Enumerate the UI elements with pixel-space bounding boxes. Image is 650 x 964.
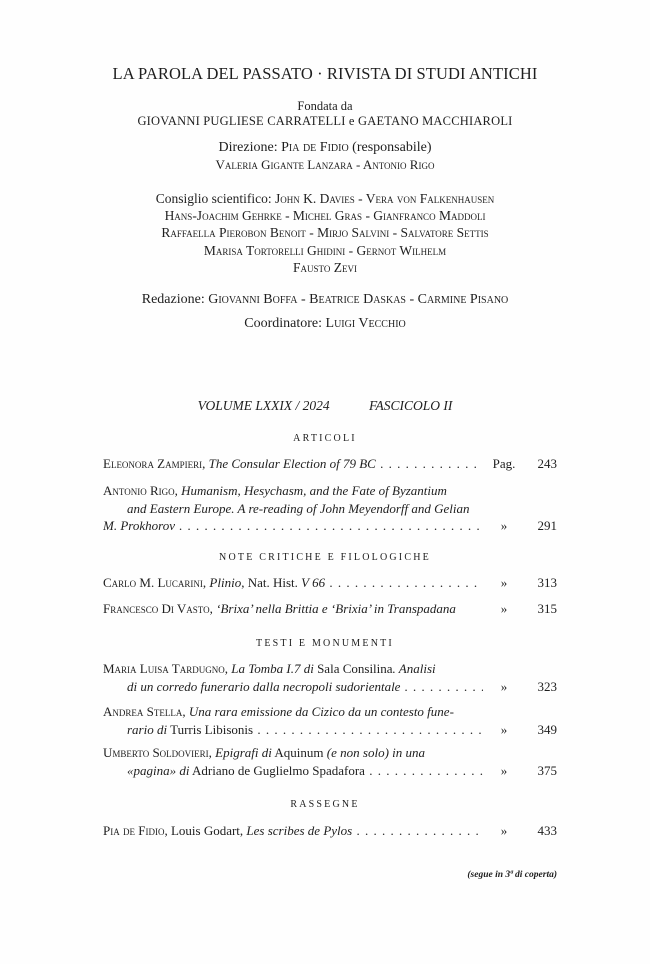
editorial-board	[0, 292, 650, 308]
page-label: »	[500, 762, 508, 778]
entry-title: La Tomba I.7 di	[231, 661, 314, 676]
page-number: 313	[537, 575, 557, 590]
page-number: 323	[537, 678, 557, 694]
page-number: 375	[537, 762, 557, 778]
entry-title-cont: and Eastern Europe. A re-reading of John Meyendorff and Gelian	[127, 500, 470, 516]
council-label: Consiglio scientifico:	[155, 191, 272, 206]
direction-label: Direzione:	[218, 140, 278, 155]
entry-title: ‘Brixa’ nella Brittia e ‘Brixia’ in Transpadana	[216, 601, 456, 616]
entry-author: Francesco Di Vasto	[103, 601, 210, 616]
toc-line	[103, 721, 557, 739]
editorial-members: Giovanni Boffa - Beatrice Daskas - Carmine Pisano	[208, 292, 509, 307]
entry-title: The Consular Election of 79 BC	[208, 456, 376, 471]
entry-title-end: di un corredo funerario dalla necropoli sudorientale	[127, 678, 401, 694]
page-label: »	[500, 823, 508, 838]
section-heading-note: NOTE CRITICHE E FILOLOGICHE	[219, 552, 431, 563]
council-line: Fausto Zevi	[293, 259, 357, 275]
toc-entry-text: Francesco Di Vasto, ‘Brixa’ nella Brittia e ‘Brixia’ in Transpadana	[103, 601, 456, 616]
volume-number: VOLUME LXXIX / 2024	[197, 398, 330, 413]
toc-entry-text: Pia de Fidio, Louis Godart, Les scribes de Pylos . . .	[103, 822, 483, 840]
entry-author: Carlo M. Lucarini	[103, 575, 203, 590]
direction-role: (responsabile)	[352, 140, 432, 155]
council-line: Marisa Tortorelli Ghidini - Gernot Wilhelm	[203, 242, 447, 258]
entry-title-cont	[103, 721, 483, 739]
founders: GIOVANNI PUGLIESE CARRATELLI e GAETANO MACCHIAROLI	[137, 114, 513, 128]
page-number: 243	[537, 456, 557, 471]
entry-title-end: M. Prokhorov	[103, 518, 175, 534]
entry-title-part: «pagina» di	[127, 762, 190, 778]
toc-entry[interactable]	[103, 482, 557, 535]
entry-title-cont	[103, 762, 483, 780]
toc-entry-text: Umberto Soldovieri, Epigrafi di Aquinum (e non solo) in una	[103, 745, 426, 760]
page-number: 433	[537, 823, 557, 838]
council-members: John K. Davies - Vera von Falkenhausen	[275, 191, 495, 206]
entry-title: Humanism, Hesychasm, and the Fate of Byzantium	[181, 483, 447, 498]
entry-title: Les scribes de Pylos	[246, 823, 353, 838]
council-line: Hans-Joachim Gehrke - Michel Gras - Gianfranco Maddoli	[164, 208, 486, 224]
coordinator-name: Luigi Vecchio	[325, 316, 406, 331]
entry-title-part: Sala Consilina	[317, 661, 393, 676]
entry-author: Pia de Fidio	[103, 823, 165, 838]
entry-title-part: Louis Godart,	[170, 823, 244, 838]
founded-label: Fondata da	[297, 99, 353, 113]
toc-line	[103, 455, 557, 473]
entry-title-cont	[103, 678, 483, 696]
entry-title-part: Aquinum	[274, 745, 324, 760]
entry-title: Epigrafi di	[215, 745, 272, 760]
section-heading-testi: TESTI E MONUMENTI	[256, 638, 394, 649]
scientific-council	[0, 190, 650, 276]
direction-members: Valeria Gigante Lanzara - Antonio Rigo	[215, 157, 435, 172]
entry-title-part: (e non solo) in una	[326, 745, 426, 760]
toc-entry[interactable]	[103, 600, 557, 618]
page-label: »	[500, 575, 508, 590]
section-heading-rassegne: RASSEGNE	[290, 799, 360, 810]
journal-title: LA PAROLA DEL PASSATO · RIVISTA DI STUDI ANTICHI	[112, 64, 538, 83]
toc-entry-text: Carlo M. Lucarini, Plinio, Nat. Hist. V 66 . . .	[103, 574, 483, 592]
direction	[0, 140, 650, 156]
entry-author: Umberto Soldovieri	[103, 745, 209, 760]
entry-title-part: . Analisi	[392, 661, 436, 676]
toc-line	[103, 822, 557, 840]
fascicolo: FASCICOLO II	[368, 398, 453, 413]
continued-note: (segue in 3ª di coperta)	[467, 870, 557, 880]
volume-line	[0, 398, 650, 414]
entry-title-cont	[103, 517, 483, 535]
toc-entry-text: Eleonora Zampieri, The Consular Election of 79 BC . . .	[103, 455, 483, 473]
entry-title: Una rara emissione da Cizico da un contesto fune-	[188, 704, 454, 719]
toc-entry[interactable]	[103, 744, 557, 779]
entry-author: Maria Luisa Tardugno	[103, 661, 225, 676]
entry-author: Eleonora Zampieri	[103, 456, 203, 471]
entry-title: Plinio	[209, 575, 242, 590]
page-number: 349	[537, 721, 557, 737]
section-heading-articoli: ARTICOLI	[293, 433, 357, 444]
toc-line	[103, 678, 557, 696]
council-line	[0, 190, 650, 207]
page-label: »	[500, 721, 508, 737]
toc-line	[103, 600, 557, 618]
page-label: Pag.	[492, 456, 516, 471]
toc-entry-text: Antonio Rigo, Humanism, Hesychasm, and the Fate of Byzantium	[103, 483, 447, 498]
toc-line	[103, 517, 557, 535]
page-number: 315	[537, 601, 557, 616]
entry-author: Antonio Rigo	[103, 483, 175, 498]
page-number: 291	[537, 518, 557, 534]
editorial-label: Redazione:	[141, 292, 205, 307]
entry-title-part: rario di	[127, 721, 168, 737]
direction-head: Pia de Fidio	[281, 140, 349, 155]
toc-line	[103, 762, 557, 780]
toc-line	[103, 574, 557, 592]
entry-title-part: V 66	[301, 575, 326, 590]
page-label: »	[500, 601, 508, 616]
coordinator-label: Coordinatore:	[244, 316, 323, 331]
entry-title-part: Turris Libisonis	[170, 721, 254, 737]
page-label: »	[500, 678, 508, 694]
toc-entry-text: Maria Luisa Tardugno, La Tomba I.7 di Sala Consilina. Analisi	[103, 661, 436, 676]
toc-entry-text: Andrea Stella, Una rara emissione da Cizico da un contesto fune-	[103, 704, 454, 719]
entry-title-part: Nat. Hist.	[247, 575, 298, 590]
council-line: Raffaella Pierobon Benoit - Mirjo Salvini - Salvatore Settis	[161, 225, 489, 241]
entry-author: Andrea Stella	[103, 704, 183, 719]
toc-entry[interactable]	[103, 822, 557, 840]
toc-entry[interactable]	[103, 703, 557, 738]
toc-entry[interactable]	[103, 574, 557, 592]
toc-entry[interactable]	[103, 660, 557, 695]
coordinator	[0, 316, 650, 332]
entry-title-part: Adriano de Guglielmo Spadafora	[192, 762, 365, 778]
page-label: »	[500, 518, 508, 534]
toc-entry[interactable]	[103, 455, 557, 473]
